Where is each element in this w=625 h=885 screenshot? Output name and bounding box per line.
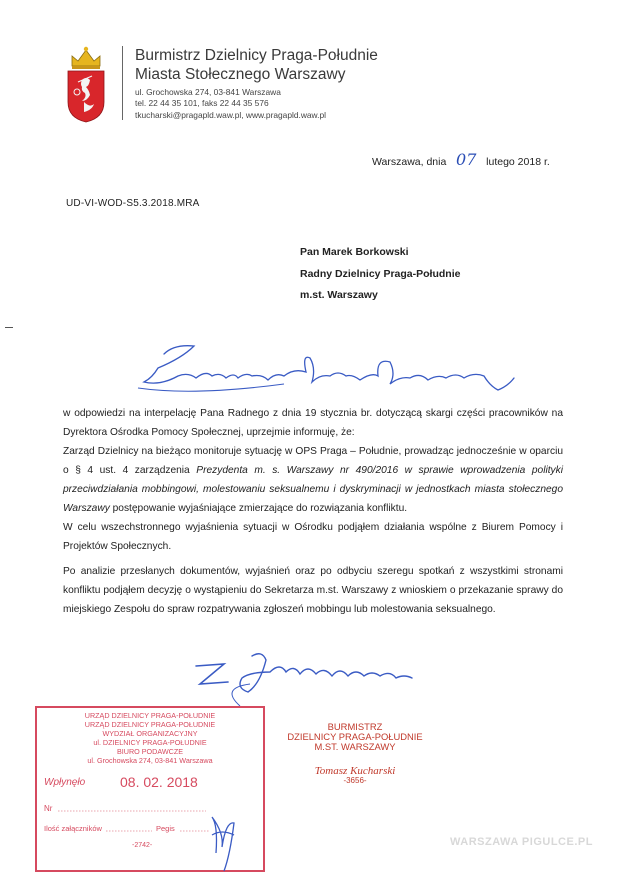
received-stamp-line-2: URZĄD DZIELNICY PRAGA-POŁUDNIE <box>84 720 216 729</box>
mayor-stamp-line3: M.ST. WARSZAWY <box>314 741 396 752</box>
margin-mark <box>5 327 13 328</box>
letter-body <box>63 404 563 619</box>
letterhead-phone: tel. 22 44 35 101, faks 22 44 35 576 <box>135 98 269 108</box>
handwritten-salutation <box>134 338 524 402</box>
letterhead-contact: tkucharski@pragapld.waw.pl, www.pragapld.waw.pl <box>135 110 326 120</box>
body-paragraph-2-ordinance: Prezydenta m. s. Warszawy nr 490/2016 w sprawie wprowadzenia polityki przeciwdziałania mobbingowi, molestowaniu seksualnemu i dyskryminacji w jednostkach miasta stołecznego Warszawy <box>63 465 564 514</box>
letterhead-title <box>135 46 378 84</box>
letterhead-divider <box>122 46 123 120</box>
date-day-handwritten: 07 <box>456 150 477 169</box>
reference-number: UD-VI-WOD-S5.3.2018.MRA <box>66 198 200 209</box>
letterhead-address: ul. Grochowska 274, 03-841 Warszawa <box>135 87 281 97</box>
handwritten-closing <box>190 648 450 712</box>
mayor-signature-stamp <box>270 722 440 792</box>
body-paragraph-3: W celu wszechstronnego wyjaśnienia sytuacji w Ośrodku podjąłem działania wspólne z Biurem Pomocy i Projektów Społecznych. <box>63 522 563 552</box>
letterhead-title-line1: Burmistrz Dzielnicy Praga-Południe <box>135 47 378 64</box>
received-stamp-code: -2742- <box>132 842 153 849</box>
body-paragraph-2-end: postępowanie wyjaśniające zmierzające do rozwiązania konfliktu. <box>109 503 408 514</box>
mayor-stamp-line2: DZIELNICY PRAGA-POŁUDNIE <box>287 731 423 742</box>
received-stamp-count-label: Ilość załączników <box>44 824 102 833</box>
recipient-city: m.st. Warszawy <box>300 289 378 301</box>
received-stamp-date-label: Wpłynęło <box>44 777 86 788</box>
watermark: WARSZAWA PIGULCE.PL <box>450 836 593 848</box>
warsaw-coat-of-arms-icon <box>64 44 108 124</box>
recipient-title: Radny Dzielnicy Praga-Południe <box>300 268 461 280</box>
received-stamp-date: 08. 02. 2018 <box>120 774 198 790</box>
body-paragraph-2-start: Zarząd Dzielnicy na bieżąco monitoruje sytuację w OPS Praga – Południe, prowadząc jednocześnie w oparciu o § 4 ust. 4 zarządzenia <box>63 446 563 476</box>
recipient-name: Pan Marek Borkowski <box>300 246 409 258</box>
received-stamp-pages-label: Pegis <box>156 824 175 833</box>
mayor-stamp-name: Tomasz Kucharski <box>314 765 396 777</box>
received-stamp-nr-label: Nr <box>44 804 53 813</box>
date-prefix: Warszawa, dnia <box>372 156 447 168</box>
body-paragraph-2 <box>63 442 563 518</box>
received-stamp-line-5: BIURO PODAWCZE <box>116 747 184 756</box>
received-stamp <box>34 705 266 873</box>
letterhead-title-line2: Miasta Stołecznego Warszawy <box>135 66 346 83</box>
mayor-stamp-number: -3656- <box>343 776 367 785</box>
date-line <box>372 150 550 169</box>
received-stamp-line-1: URZĄD DZIELNICY PRAGA-POŁUDNIE <box>84 711 216 720</box>
received-stamp-line-4: ul. DZIELNICY PRAGA-POŁUDNIE <box>93 738 207 747</box>
mayor-stamp-line1: BURMISTRZ <box>327 721 383 732</box>
body-paragraph-4: Po analizie przesłanych dokumentów, wyjaśnień oraz po odbyciu szeregu spotkań z wszystkimi stronami konfliktu podjąłem decyzję o wystąpieniu do Sekretarza m.st. Warszawy z wnioskiem o przekazanie sprawy do miejskiego Zespołu do spraw rozpatrywania zgłoszeń mobbingu lub molestowania seksualnego. <box>63 566 563 615</box>
received-stamp-line-6: ul. Grochowska 274, 03-841 Warszawa <box>87 756 213 765</box>
body-paragraph-1: w odpowiedzi na interpelację Pana Radnego z dnia 19 stycznia br. dotyczącą skargi części pracowników na Dyrektora Ośrodka Pomocy Społecznej, uprzejmie informuję, że: <box>63 408 563 438</box>
received-stamp-line-3: WYDZIAŁ ORGANIZACYJNY <box>102 729 198 738</box>
date-suffix: lutego 2018 r. <box>486 156 550 168</box>
